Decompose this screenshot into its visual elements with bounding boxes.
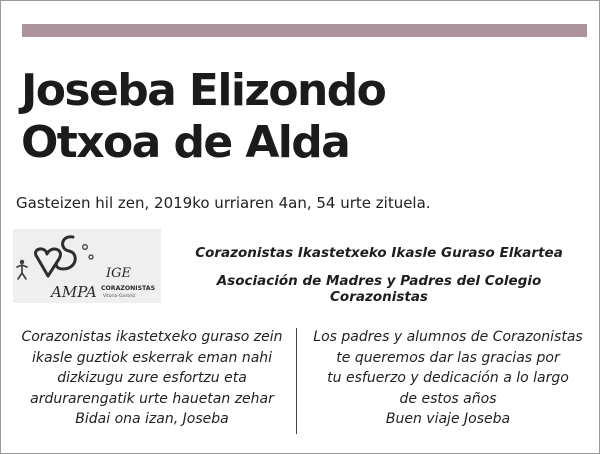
association-name-basque: Corazonistas Ikastetxeko Ikasle Guraso Elkartea	[195, 245, 563, 261]
name-line-2: Otxoa de Alda	[21, 117, 350, 168]
logo-ampa: AMPA	[51, 283, 97, 301]
message-line: Bidai ona izan, Joseba	[75, 411, 229, 427]
message-line: de estos años	[399, 390, 497, 407]
message-line: Buen viaje Joseba	[385, 411, 511, 427]
logo-city: Vitoria-Gasteiz	[103, 294, 136, 299]
column-divider	[296, 328, 297, 434]
logo-corazonistas: CORAZONISTAS	[101, 285, 156, 292]
message-basque	[16, 327, 288, 430]
death-notice-text: Gasteizen hil zen, 2019ko urriaren 4an, 54 urte zituela.	[16, 194, 431, 212]
ampa-logo	[13, 229, 161, 303]
message-line: Los padres y alumnos de Corazonistas	[313, 329, 583, 345]
association-name-spanish: Asociación de Madres y Padres del Colegio Corazonistas	[216, 273, 542, 305]
header-band	[22, 24, 587, 37]
message-line: te queremos dar las gracias por	[336, 349, 560, 366]
message-line: Corazonistas ikastetxeko guraso zein	[21, 329, 283, 345]
deceased-name	[21, 65, 385, 169]
message-line: tu esfuerzo y dedicación a lo largo	[327, 370, 569, 386]
message-line: dizkizugu zure esfortzu eta	[57, 370, 247, 386]
message-line: ardurarengatik urte hauetan zehar	[30, 390, 274, 407]
message-line: ikasle guztiok eskerrak eman nahi	[31, 349, 273, 366]
logo-ige: IGE	[106, 266, 132, 281]
name-line-1: Joseba Elizondo	[21, 65, 386, 116]
message-spanish	[312, 327, 584, 430]
